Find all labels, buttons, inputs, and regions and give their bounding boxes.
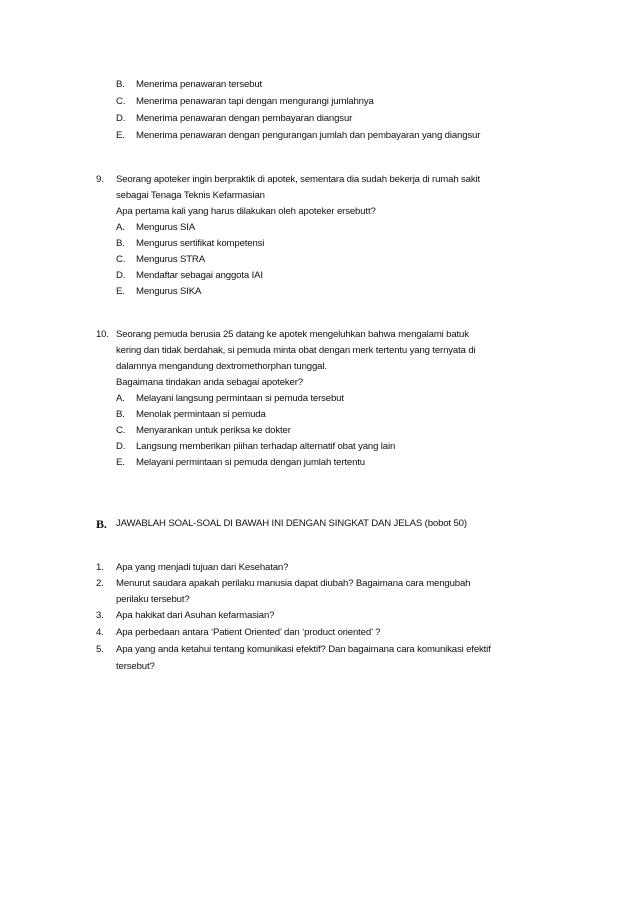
option-text: Menerima penawaran tersebut [136, 79, 263, 90]
option-letter: B. [116, 238, 125, 249]
option-letter: D. [116, 113, 126, 124]
question-text-line: Apa yang menjadi tujuan dari Kesehatan? [116, 562, 289, 573]
option-text: Langsung memberikan piihan terhadap alternatif obat yang lain [136, 441, 396, 452]
question-text-line: Seorang pemuda berusia 25 datang ke apotek mengeluhkan bahwa mengalami batuk [116, 329, 469, 340]
option-letter: D. [116, 441, 126, 452]
option-text: Mendaftar sebagai anggota IAI [136, 270, 263, 281]
option-letter: A. [116, 222, 125, 233]
question-text-line: Menurut saudara apakah perilaku manusia dapat diubah? Bagaimana cara mengubah [116, 578, 471, 589]
question-text-line: Apa hakikat dari Asuhan kefarmasian? [116, 610, 275, 621]
option-text: Mengurus SIKA [136, 286, 202, 297]
option-letter: C. [116, 96, 126, 107]
option-letter: E. [116, 286, 125, 297]
question-text-line: Apa yang anda ketahui tentang komunikasi efektif? Dan bagaimana cara komunikasi efektif [116, 644, 491, 655]
question-text-line: sebagai Tenaga Teknis Kefarmasian [116, 190, 265, 201]
question-number: 1. [96, 562, 104, 573]
section-letter: B. [96, 517, 107, 531]
question-text-line: dalamnya mengandung dextromethorphan tunggal. [116, 361, 327, 372]
question-text-line: perilaku tersebut? [116, 594, 190, 605]
question-number: 3. [96, 610, 104, 621]
question-number: 9. [96, 174, 104, 185]
option-letter: E. [116, 457, 125, 468]
question-number: 10. [96, 329, 109, 340]
option-letter: B. [116, 79, 125, 90]
question-number: 2. [96, 578, 104, 589]
section-title: JAWABLAH SOAL-SOAL DI BAWAH INI DENGAN SINGKAT DAN JELAS (bobot 50) [116, 518, 467, 529]
option-text: Menolak permintaan si pemuda [136, 409, 266, 420]
option-text: Mengurus sertifikat kompetensi [136, 238, 265, 249]
option-text: Melayani langsung permintaan si pemuda tersebut [136, 393, 344, 404]
option-text: Melayani permintaan si pemuda dengan jumlah tertentu [136, 457, 365, 468]
option-letter: A. [116, 393, 125, 404]
option-text: Menyarankan untuk periksa ke dokter [136, 425, 291, 436]
option-letter: D. [116, 270, 126, 281]
question-text-line: kering dan tidak berdahak, si pemuda minta obat dengan merk tertentu yang ternyata di [116, 345, 476, 356]
question-number: 5. [96, 644, 104, 655]
question-text-line: Apa pertama kali yang harus dilakukan oleh apoteker ersebutt? [116, 206, 376, 217]
option-letter: C. [116, 254, 126, 265]
question-number: 4. [96, 627, 104, 638]
option-text: Menerima penawaran dengan pembayaran diangsur [136, 113, 353, 124]
question-text-line: Seorang apoteker ingin berpraktik di apotek, sementara dia sudah bekerja di rumah sakit [116, 174, 480, 185]
question-text-line: tersebut? [116, 661, 155, 672]
option-letter: C. [116, 425, 126, 436]
option-letter: B. [116, 409, 125, 420]
option-text: Menerima penawaran tapi dengan mengurangi jumlahnya [136, 96, 374, 107]
option-text: Mengurus STRA [136, 254, 205, 265]
question-text-line: Bagaimana tindakan anda sebagai apoteker? [116, 377, 303, 388]
option-text: Menerima penawaran dengan pengurangan jumlah dan pembayaran yang diangsur [136, 130, 481, 141]
option-text: Mengurus SIA [136, 222, 195, 233]
option-letter: E. [116, 130, 125, 141]
question-text-line: Apa perbedaan antara ‘Patient Oriented’ dan ‘product oriented’ ? [116, 627, 381, 638]
